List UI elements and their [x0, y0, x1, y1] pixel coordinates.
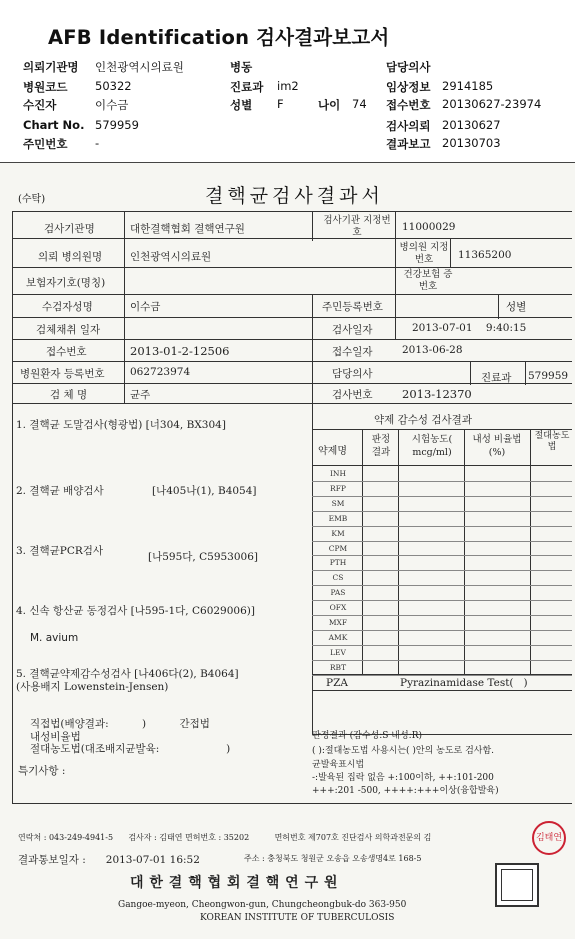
chart-label: Chart No.	[23, 118, 85, 132]
drug-inh: INH	[329, 469, 347, 478]
drug-row-line	[312, 615, 572, 616]
drug-row-line	[312, 570, 572, 571]
clinical-value: 2914185	[442, 79, 494, 93]
drug-row-line	[312, 600, 572, 601]
recv-no-label: 접수번호	[46, 346, 87, 358]
patient-value: 이수금	[95, 98, 129, 112]
drug-pth: PTH	[329, 558, 347, 568]
exam-date-label: 검사일자	[332, 324, 373, 336]
corner-tag: (수탁)	[18, 194, 46, 205]
drug-rfp: RFP	[330, 483, 346, 493]
drug-cpm: CPM	[328, 543, 348, 553]
doctor-label: 담당의사	[386, 60, 431, 74]
inst-no-label: 검사기관 지정번호	[323, 215, 391, 238]
reg-label: 병원환자 등록번호	[20, 368, 105, 380]
institution-stamp	[495, 863, 539, 907]
age-value: 74	[352, 97, 367, 111]
rrn-label: 주민번호	[23, 137, 68, 151]
recv-date-label: 접수일자	[332, 346, 373, 358]
recv-date-value: 2013-06-28	[402, 344, 463, 356]
org-name-en: KOREAN INSTITUTE OF TUBERCULOSIS	[200, 913, 395, 923]
drug-row-line	[312, 660, 572, 661]
hospital-code-label: 병원코드	[23, 80, 68, 94]
reg-value: 062723974	[130, 366, 191, 378]
recv-no-value: 2013-01-2-12506	[130, 344, 230, 358]
org-address: Gangoe-myeon, Cheongwon-gun, Chungcheongbuk-do 363-950	[118, 900, 407, 910]
drug-km: KM	[331, 528, 345, 538]
request-label: 검사의뢰	[386, 119, 431, 133]
receipt-value: 20130627-23974	[442, 97, 542, 111]
col-drug: 약제명	[318, 446, 347, 457]
susceptibility-section: 5. 결핵균약제감수성검사 [나406다(2), B4064]	[16, 668, 239, 680]
identification-result: M. avium	[30, 632, 79, 644]
drug-sm: SM	[331, 498, 345, 508]
note-4: -:발육된 집락 없음 +:100이하, ++:101-200	[312, 773, 494, 783]
hosp-no-value: 11365200	[458, 249, 512, 261]
drug-rbt: RBT	[329, 662, 347, 672]
sex-value: F	[277, 97, 284, 111]
drug-emb: EMB	[328, 513, 348, 523]
hospital-value: 인천광역시의료원	[95, 60, 184, 74]
drug-mxf: MXF	[328, 618, 348, 627]
drug-row-line	[312, 585, 572, 586]
drug-row-line	[312, 496, 572, 497]
note-3: 균발육표시법	[312, 760, 365, 770]
exam-date-value: 2013-07-01 9:40:15	[412, 322, 527, 334]
patient-value-scan: 이수금	[130, 301, 161, 313]
drug-cs: CS	[332, 573, 344, 583]
chart-value: 579959	[95, 118, 139, 132]
drug-row-line	[312, 541, 572, 542]
drug-row-line	[312, 630, 572, 631]
ward-label: 병동	[230, 60, 253, 74]
pza-value: Pyrazinamidase Test( )	[400, 677, 528, 689]
drug-row-line	[312, 645, 572, 646]
pza-label: PZA	[326, 677, 348, 689]
doctor-seal: 김태연	[532, 821, 566, 855]
result-value: 20130703	[442, 136, 501, 150]
col-abs: 절대농도법	[534, 431, 570, 452]
inst-no-value: 11000029	[402, 221, 456, 233]
req-hosp-value: 인천광역시의료원	[130, 251, 212, 263]
org-name-kr: 대 한 결 핵 협 회 결 핵 연 구 원	[130, 875, 339, 891]
pcr-code: [나595다, C5953006]	[148, 551, 258, 563]
abs-conc-method: 절대농도법(대조배지균발육: )	[30, 743, 231, 755]
dept-label-scan: 진료과	[481, 372, 512, 384]
smear-section: 1. 결핵균 도말검사(형광법) [너304, BX304]	[16, 419, 226, 431]
receipt-label: 접수번호	[386, 98, 431, 112]
drug-ofx: OFX	[329, 603, 347, 613]
health-label: 건강보험 증번호	[403, 269, 453, 292]
susceptibility-medium: (사용배지 Lowenstein-Jensen)	[16, 681, 169, 693]
address: 주소 : 충청북도 청원군 오송읍 오송생명4로 168-5	[244, 854, 422, 863]
identification-section: 4. 신속 항산균 동정검사 [나595-1다, C6029006)]	[16, 605, 255, 617]
hosp-no-label: 병의원 지정번호	[399, 242, 449, 265]
pcr-section: 3. 결핵균PCR검사	[16, 545, 104, 557]
req-hosp-label: 의뢰 병의원명	[38, 251, 103, 263]
patient-label: 수진자	[23, 98, 57, 112]
drug-pas: PAS	[330, 588, 346, 598]
ratio-method: 내성비율법	[30, 731, 81, 743]
drug-row-line	[312, 511, 572, 512]
note-5: +++:201 -500, ++++:+++이상(융합발육)	[312, 786, 499, 796]
clinical-label: 임상정보	[386, 80, 431, 94]
rrn-label-scan: 주민등록번호	[322, 301, 383, 313]
special-notes: 특기사항 :	[18, 765, 66, 777]
age-label: 나이	[318, 98, 341, 112]
exam-no-label: 검사번호	[332, 389, 373, 401]
exam-no-value: 2013-12370	[402, 387, 472, 401]
col-conc: 시험농도( mcg/ml)	[411, 434, 453, 458]
result-label: 결과보고	[386, 137, 431, 151]
scan-title: 결핵균검사결과서	[205, 185, 384, 207]
hospital-code-value: 50322	[95, 79, 132, 93]
patient-label-scan: 수검자성명	[42, 301, 93, 313]
insurer-label: 보험자기호(명칭)	[26, 277, 106, 289]
doctor-label-scan: 담당의사	[332, 368, 373, 380]
sensitivity-header: 약제 감수성 검사결과	[374, 414, 472, 426]
drug-lev: LEV	[330, 647, 346, 657]
hospital-label: 의뢰기관명	[23, 60, 79, 74]
rrn-value: -	[95, 136, 100, 150]
collect-label: 검체채취 일자	[36, 324, 101, 336]
specimen-value: 균주	[130, 389, 151, 401]
inst-label: 검사기관명	[44, 223, 95, 235]
footer-contact: 연락처 : 043-249-4941-5 검사자 : 김태연 면허번호 : 35202 면허번호 제707호 진단검사 의학과전문의 김	[18, 833, 440, 842]
culture-section: 2. 결핵균 배양검사	[16, 485, 104, 497]
dept-value-scan: 579959	[528, 370, 569, 382]
drug-row-line	[312, 526, 572, 527]
scanned-report	[0, 163, 575, 939]
drug-amk: AMK	[328, 632, 348, 642]
direct-method: 직접법(배양결과: ) 간접법	[30, 718, 210, 730]
report-title: AFB Identification 검사결과보고서	[48, 26, 390, 49]
culture-code: [나405나(1), B4054]	[152, 485, 257, 497]
dept-label: 진료과	[230, 80, 264, 94]
drug-row-line	[312, 481, 572, 482]
note-2: ( ):절대농도법 사용시는( )안의 농도로 검사함.	[312, 746, 495, 756]
report-date: 결과통보일자 : 2013-07-01 16:52	[18, 854, 200, 866]
note-1: 판정결과 (감수성:S 내성:R)	[312, 731, 422, 741]
dept-value: im2	[277, 79, 299, 93]
sex-label-scan: 성별	[506, 301, 527, 313]
request-value: 20130627	[442, 118, 501, 132]
col-ratio: 내성 비율법(%)	[472, 434, 522, 458]
col-judge: 판정 결과	[371, 434, 391, 458]
sex-label: 성별	[230, 98, 253, 112]
inst-value: 대한결핵협회 결핵연구원	[130, 223, 245, 235]
drug-row-line	[312, 555, 572, 556]
specimen-label: 검 체 명	[50, 389, 88, 401]
